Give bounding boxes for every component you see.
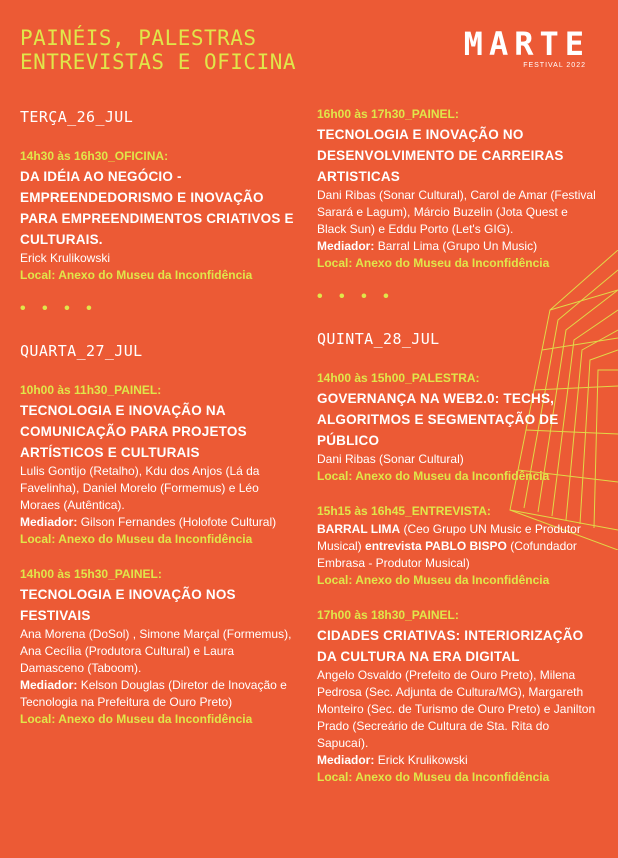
event-mediator bbox=[317, 238, 597, 255]
event-interview-details bbox=[317, 521, 597, 572]
marte-festival-logo bbox=[418, 25, 590, 72]
event-speakers: Lulis Gontijo (Retalho), Kdu dos Anjos (Lá da Favelinha), Daniel Morelo (Formemus) e Léo Moraes (Autêntica). bbox=[20, 464, 260, 512]
event-painel-cidades bbox=[317, 607, 597, 786]
event-time: 15h15 às 16h45_ENTREVISTA: bbox=[317, 504, 491, 518]
event-title: TECNOLOGIA E INOVAÇÃO NO DESENVOLVIMENTO DE CARREIRAS ARTISTICAS bbox=[317, 127, 564, 184]
event-time: 14h30 às 16h30_OFICINA: bbox=[20, 149, 169, 163]
mediator-name: Gilson Fernandes (Holofote Cultural) bbox=[80, 515, 277, 529]
event-location: Local: Anexo do Museu da Inconfidência bbox=[20, 712, 253, 726]
event-time: 14h00 às 15h00_PALESTRA: bbox=[317, 371, 480, 385]
event-time: 17h00 às 18h30_PAINEL: bbox=[317, 608, 459, 622]
event-speakers: Dani Ribas (Sonar Cultural) bbox=[317, 452, 464, 466]
event-time: 10h00 às 11h30_PAINEL: bbox=[20, 383, 162, 397]
separator-dots: • • • • bbox=[20, 300, 98, 317]
event-title: GOVERNANÇA NA WEB2.0: TECHS, ALGORITMOS E SEGMENTAÇÃO DE PÚBLICO bbox=[317, 391, 559, 448]
event-location: Local: Anexo do Museu da Inconfidência bbox=[317, 573, 550, 587]
event-speakers: Angelo Osvaldo (Prefeito de Ouro Preto), Milena Pedrosa (Sec. Adjunta de Cultura/MG), Margareth Monteiro (Sec. de Turismo de Ouro Preto) e Janilton Prado (Secreário de Cultura de Sta. Rita do Sapucaí). bbox=[317, 668, 596, 750]
day-heading-wednesday: QUARTA_27_JUL bbox=[20, 342, 143, 360]
event-speakers: Ana Morena (DoSol) , Simone Marçal (Formemus), Ana Cecília (Produtora Cultural) e Laura Damasceno (Taboom). bbox=[20, 627, 292, 675]
logo-subtitle: FESTIVAL 2022 bbox=[523, 62, 586, 69]
mediator-name: Erick Krulikowski bbox=[377, 753, 468, 767]
event-title: DA IDÉIA AO NEGÓCIO - EMPREENDEDORISMO E INOVAÇÃO PARA EMPREENDIMENTOS CRIATIVOS E CULTURAIS. bbox=[20, 169, 294, 247]
mediator-label: Mediador: bbox=[317, 753, 375, 767]
mediator-label: Mediador: bbox=[20, 678, 78, 692]
page-title-line2: ENTREVISTAS E OFICINA bbox=[20, 50, 297, 74]
right-column bbox=[317, 106, 597, 804]
logo-word: MARTE bbox=[463, 25, 590, 63]
event-painel-festivais bbox=[20, 566, 300, 728]
interviewer-name: BARRAL LIMA bbox=[317, 522, 401, 536]
left-column bbox=[20, 108, 300, 746]
event-time: 14h00 às 15h30_PAINEL: bbox=[20, 567, 162, 581]
event-location: Local: Anexo do Museu da Inconfidência bbox=[317, 256, 550, 270]
event-speakers: Erick Krulikowski bbox=[20, 251, 111, 265]
event-mediator bbox=[317, 752, 597, 769]
event-oficina bbox=[20, 148, 300, 284]
event-location: Local: Anexo do Museu da Inconfidência bbox=[317, 770, 550, 784]
event-palestra-governanca bbox=[317, 370, 597, 485]
mediator-label: Mediador: bbox=[20, 515, 78, 529]
event-painel-carreiras bbox=[317, 106, 597, 272]
interviewee-desc: (Cofundador Embrasa - Produtor Musical) bbox=[317, 539, 577, 570]
event-location: Local: Anexo do Museu da Inconfidência bbox=[317, 469, 550, 483]
interviewer-desc: (Ceo Grupo UN Music e Produtor Musical) bbox=[317, 522, 581, 553]
separator-dots: • • • • bbox=[317, 288, 395, 305]
event-time: 16h00 às 17h30_PAINEL: bbox=[317, 107, 459, 121]
event-title: TECNOLOGIA E INOVAÇÃO NOS FESTIVAIS bbox=[20, 587, 236, 623]
interview-connector: entrevista bbox=[365, 539, 422, 553]
event-location: Local: Anexo do Museu da Inconfidência bbox=[20, 532, 253, 546]
page-title-line1: PAINÉIS, PALESTRAS bbox=[20, 26, 257, 50]
event-mediator bbox=[20, 677, 300, 711]
mediator-name: Barral Lima (Grupo Un Music) bbox=[377, 239, 538, 253]
event-title: TECNOLOGIA E INOVAÇÃO NA COMUNICAÇÃO PARA PROJETOS ARTÍSTICOS E CULTURAIS bbox=[20, 403, 247, 460]
event-location: Local: Anexo do Museu da Inconfidência bbox=[20, 268, 253, 282]
day-heading-thursday: QUINTA_28_JUL bbox=[317, 330, 440, 348]
page-title bbox=[20, 26, 296, 74]
day-heading-tuesday: TERÇA_26_JUL bbox=[20, 108, 134, 126]
interviewee-name: PABLO BISPO bbox=[425, 539, 507, 553]
mediator-name: Kelson Douglas (Diretor de Inovação e Tecnologia na Prefeitura de Ouro Preto) bbox=[20, 678, 287, 709]
event-title: CIDADES CRIATIVAS: INTERIORIZAÇÃO DA CULTURA NA ERA DIGITAL bbox=[317, 628, 584, 664]
mediator-label: Mediador: bbox=[317, 239, 375, 253]
event-mediator bbox=[20, 514, 300, 531]
event-painel-comunicacao bbox=[20, 382, 300, 548]
event-entrevista bbox=[317, 503, 597, 589]
event-speakers: Dani Ribas (Sonar Cultural), Carol de Amar (Festival Sarará e Lagum), Márcio Buzelin (Jota Quest e Black Sun) e Eddu Porto (Let's GIG). bbox=[317, 188, 596, 236]
